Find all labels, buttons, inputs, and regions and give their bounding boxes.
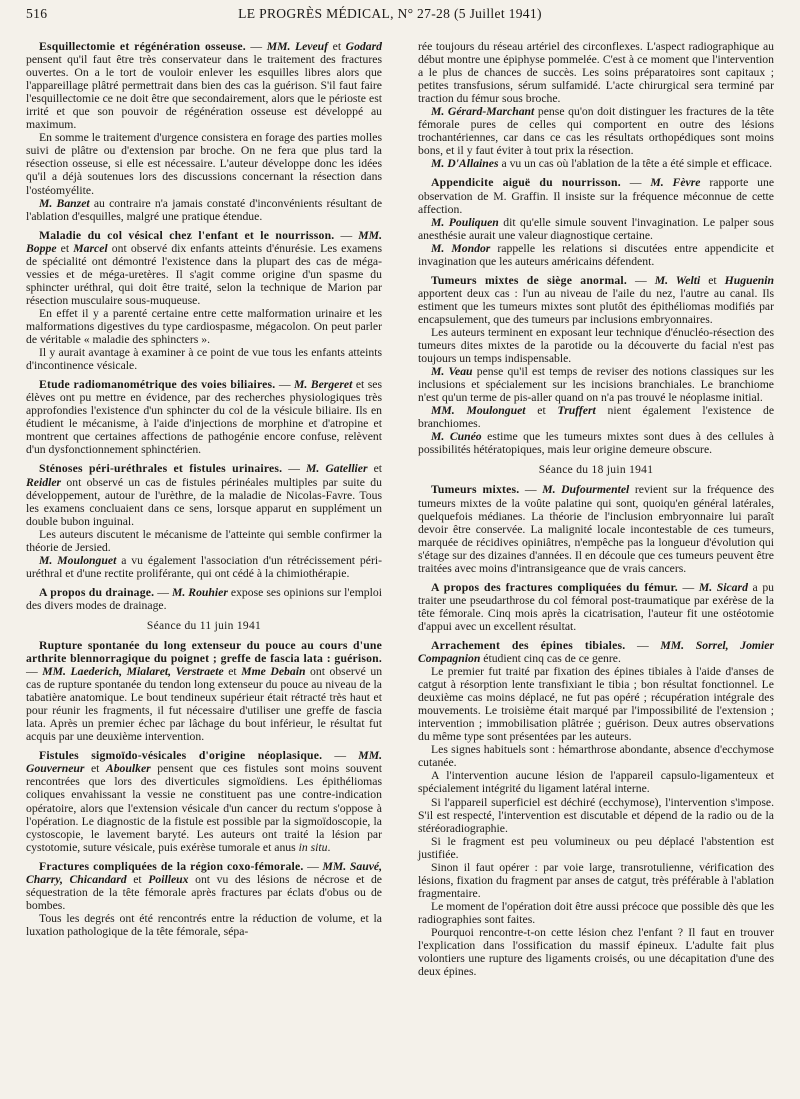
article-esquillectomie: Esquillectomie et régénération osseuse. — MM. Leveuf et Godard pensent qu'il faut être très conservateur dans le traitement des fractures ouvertes. On a le tort de vouloir enlever les esquilles libres alors que l'appareillage plâtré permettrait dans bien des cas la guérison. S'il faut faire l'esquillectomie ce ne doit être que secondairement, alors que le périoste est irrité et que son pouvoir de régénération osseuse est développé au maximum. — [26, 40, 383, 132]
article-fractures-coxo: Fractures compliquées de la région coxo-fémorale. — MM. Sauvé, Charry, Chicandard et Poilleux ont vu des lésions de nécrose et de séquestration de la tête fémorale après fractures par éclats d'obus ou de bombes. — [26, 859, 382, 912]
session-heading: Séance du 18 juin 1941 — [538, 464, 654, 477]
paragraph: Les auteurs discutent le mécanisme de l'atteinte qui semble confirmer la théorie de Jersied. — [26, 527, 382, 554]
article-tumeurs-mixtes: Tumeurs mixtes. — M. Dufourmentel revient sur la fréquence des tumeurs mixtes de la voûte palatine qui sont, quoiqu'en général latérales, quelquefois médianes. La théorie de l'inclusion embryonnaire lui paraît devoir être conservée. La malignité locale incontestable de ces tumeurs, marquée de récidives opiniâtres, n'empêche pas la longueur d'évolution qui s'étage sur des dizaines d'années. Il en découle que ces tumeurs peuvent être traitées avec moins d'intransigeance que de vrais cancers. — [418, 483, 775, 575]
paragraph: Sinon il faut opérer : par voie large, transrotulienne, vérification des lésions, fixation du fragment par anses de catgut, très préférable à l'ablation fragmentaire. — [418, 860, 774, 900]
paragraph: A l'intervention aucune lésion de l'appareil capsulo-ligamenteux et spécialement intégrité du ligament latéral interne. — [418, 769, 774, 796]
article-fractures-femur: A propos des fractures compliquées du fémur. — M. Sicard a pu traiter une pseudarthrose du col fémoral post-traumatique par exérèse de la tête fémorale. Cinq mois après la cicatrisation, l'auteur fit une ostéotomie d'appui avec un excellent résultat. — [418, 580, 775, 633]
paragraph: M. Pouliquen dit qu'elle simule souvent l'invagination. Le palper sous anesthésie aurait une valeur diagnostique certaine. — [418, 215, 774, 242]
paragraph: M. Banzet au contraire n'a jamais constaté d'inconvénients résultant de l'ablation d'esquilles, malgré une pratique étendue. — [26, 196, 383, 223]
paragraph: M. D'Allaines a vu un cas où l'ablation de la tête a été simple et efficace. — [431, 157, 773, 171]
article-voies-biliaires: Etude radiomanométrique des voies biliaires. — M. Bergeret et ses élèves ont pu mettre en évidence, par des recherches physiologiques très approfondies l'existence d'un sphincter du col de la vésicule biliaire. Ils en étudient le mécanisme, à l'aide d'injections de morphine et d'atropine et montrent que certaines affections de pathogénie encore confuse, relèvent d'un dysfonctionnement sphinctérien. — [26, 378, 383, 457]
paragraph: Tous les degrés ont été rencontrés entre la réduction de volume, et la luxation pathologique de la tête fémorale, sépa- — [26, 911, 382, 938]
paragraph: Si l'appareil superficiel est déchiré (ecchymose), l'intervention s'impose. S'il est respecté, l'intervention est discutable et dépend de la radio ou de la stéréoradiographie. — [418, 795, 774, 835]
paragraph: M. Gérard-Marchant pense qu'on doit distinguer les fractures de la tête fémorale pures de celles qui comportent en outre des lésions trochantériennes, car dans ce cas les résultats orthopédiques sont moins bons, et il y faut éviter à tout prix la résection. — [418, 105, 774, 158]
paragraph: Les auteurs terminent en exposant leur technique d'énucléo-résection des tumeurs dites mixtes de la parotide ou la découverte du facial n'est pas toujours un temps indispensable. — [418, 325, 774, 366]
paragraph: En effet il y a parenté certaine entre cette malformation urinaire et les malformations digestives du type cardiospasme, mégacolon. On peut parler de véritable « maladie des sphincters ». — [26, 306, 382, 347]
right-column — [418, 40, 774, 978]
article-tumeurs-mixtes-siege: Tumeurs mixtes de siège anormal. — M. Welti et Huguenin apportent deux cas : l'un au niveau de l'aile du nez, l'autre au canal. Ils estiment que les tumeurs mixtes sont plutôt des épithéliomas modifiés par encapsulement, que des tumeurs par inclusions embryonnaires. — [418, 273, 775, 326]
paragraph: M. Moulonguet a vu également l'association d'un rétrécissement péri-uréthral et d'une rectite proliférante, qui ont cédé à la chimiothérapie. — [26, 553, 382, 580]
paragraph: M. Mondor rappelle les relations si discutées entre appendicite et invagination que les auteurs américains défendent. — [418, 241, 774, 268]
left-column — [26, 40, 382, 978]
page-number: 516 — [26, 6, 48, 21]
paragraph: En somme le traitement d'urgence consistera en forage des parties molles suivi de plâtre ou d'extension par broche. On ne fera que plus tard la résection osseuse, si elle est nécessaire. L'auteur développe donc les idées qu'il a déjà soutenues lors des discussions concernant la résection dans l'ostéomyélite. — [26, 131, 382, 197]
article-drainage: A propos du drainage. — M. Rouhier expose ses opinions sur l'emploi des divers modes de drainage. — [26, 585, 382, 612]
article-fistules-sigmoido: Fistules sigmoïdo-vésicales d'origine néoplasique. — MM. Gouverneur et Aboulker pensent que ces fistules sont moins souvent rencontrées que lors des diverticules sigmoïdiens. Les épithéliomas coliques envahissant la vessie ne constituent pas une contre-indication opératoire, alors que l'extension vésicale d'un cancer du rectum s'oppose à l'opération. Le diagnostic de la fistule est possible par la sigmoïdoscopie, la cystoscopie, le lavement baryté. Les auteurs ont traité la lésion par cystotomie, suture vésicale, puis exérèse tumorale et anus in situ. — [26, 749, 383, 854]
session-heading: Séance du 11 juin 1941 — [146, 619, 262, 632]
article-col-vesical: Maladie du col vésical chez l'enfant et le nourrisson. — MM. Boppe et Marcel ont observé dix enfants atteints d'énurésie. Les examens de spécialité ont démontré l'existence dans la plupart des cas de méga-vessies et de méga-uretères. Il s'agit comme origine d'un spasme du sphincter uréthral, qui doit être traité, selon la technique de Marion par résection musculaire sous-muqueuse. — [26, 228, 383, 307]
article-rupture-extenseur: Rupture spontanée du long extenseur du pouce au cours d'une arthrite blennorragique du poignet ; greffe de fascia lata : guérison. — MM. Laederich, Mialaret, Verstraete et Mme Debain ont observé un cas de rupture spontanée du tendon long extenseur du pouce au niveau de la tabatière anatomique. Le bout tendineux supérieur était rétracté très haut et pour réunir les fragments, il fut nécessaire d'utiliser une greffe de fascia lata. Après un premier échec par lâchage du bout inférieur, le résultat fut acquis par une deuxième intervention. — [26, 638, 383, 744]
paragraph: Les signes habituels sont : hémarthrose abondante, absence d'ecchymose cutanée. — [418, 743, 774, 770]
article-epines-tibiales: Arrachement des épines tibiales. — MM. Sorrel, Jomier Compagnion étudient cinq cas de ce genre. — [418, 638, 774, 666]
paragraph-continued: rée toujours du réseau artériel des circonflexes. L'aspect radiographique au début montre une épiphyse pommelée. C'est à ce moment que l'intervention a le plus de chances de succès. Les soins préparatoires sont capitaux ; petites transfusions, sérum sulfamidé. L'acte chirurgical sera terminé par traction du fémur sous broche. — [418, 40, 774, 106]
paragraph: M. Cunéo estime que les tumeurs mixtes sont dues à des cellules à possibilités hétératopiques, mais leur origine demeure obscure. — [418, 430, 774, 457]
paragraph: Le moment de l'opération doit être aussi précoce que possible dès que les radiographies sont faites. — [418, 899, 774, 926]
paragraph: Si le fragment est peu volumineux ou peu déplacé l'abstention est justifiée. — [418, 834, 774, 861]
running-title: LE PROGRÈS MÉDICAL, N° 27-28 (5 Juillet 1941) — [238, 6, 542, 21]
article-stenoses: Sténoses péri-uréthrales et fistules urinaires. — M. Gatellier et Reidler ont observé un cas de fistules périnéales multiples par suite du développement, autour de l'urèthre, de la maladie de Nicolas-Favre. Tous les examens concluaient dans ce sens, lorsque apparut en supplément un double bubon inguinal. — [26, 462, 382, 528]
two-column-body — [26, 40, 774, 978]
paragraph: Pourquoi rencontre-t-on cette lésion chez l'enfant ? Il faut en trouver l'explication dans l'ossification du massif épineux. L'adulte fait plus volontiers une rupture des ligaments croisés, ou une décapitation d'une des deux épines. — [418, 926, 774, 979]
paragraph: Il y aurait avantage à examiner à ce point de vue tous les enfants atteints d'incontinence vésicale. — [26, 346, 382, 373]
page-header — [26, 6, 774, 28]
paragraph: M. Veau pense qu'il est temps de reviser des notions classiques sur les inclusions et spécialement sur les incisions branchiales. Le branchiome n'est qu'un terme de pis-aller quand on n'a pas trouvé le néoplasme initial. — [418, 365, 774, 405]
paragraph: Le premier fut traité par fixation des épines tibiales à l'aide d'anses de catgut à résorption lente transfixiant le tibia ; bon résultat fonctionnel. Le deuxième cas moins déplacé, ne fut pas opéré ; récupération intégrale des mouvements. Le troisième était marqué par l'impossibilité de l'extension ; intervention ; immobilisation plâtrée ; guérison. Deux autres observations du même type sont présentées par les auteurs. — [418, 665, 774, 744]
paragraph: MM. Moulonguet et Truffert nient également l'existence de branchiomes. — [418, 404, 775, 431]
article-appendicite: Appendicite aiguë du nourrisson. — M. Fèvre rapporte une observation de M. Graffin. Il insiste sur la fréquence méconnue de cette affection. — [418, 176, 775, 216]
